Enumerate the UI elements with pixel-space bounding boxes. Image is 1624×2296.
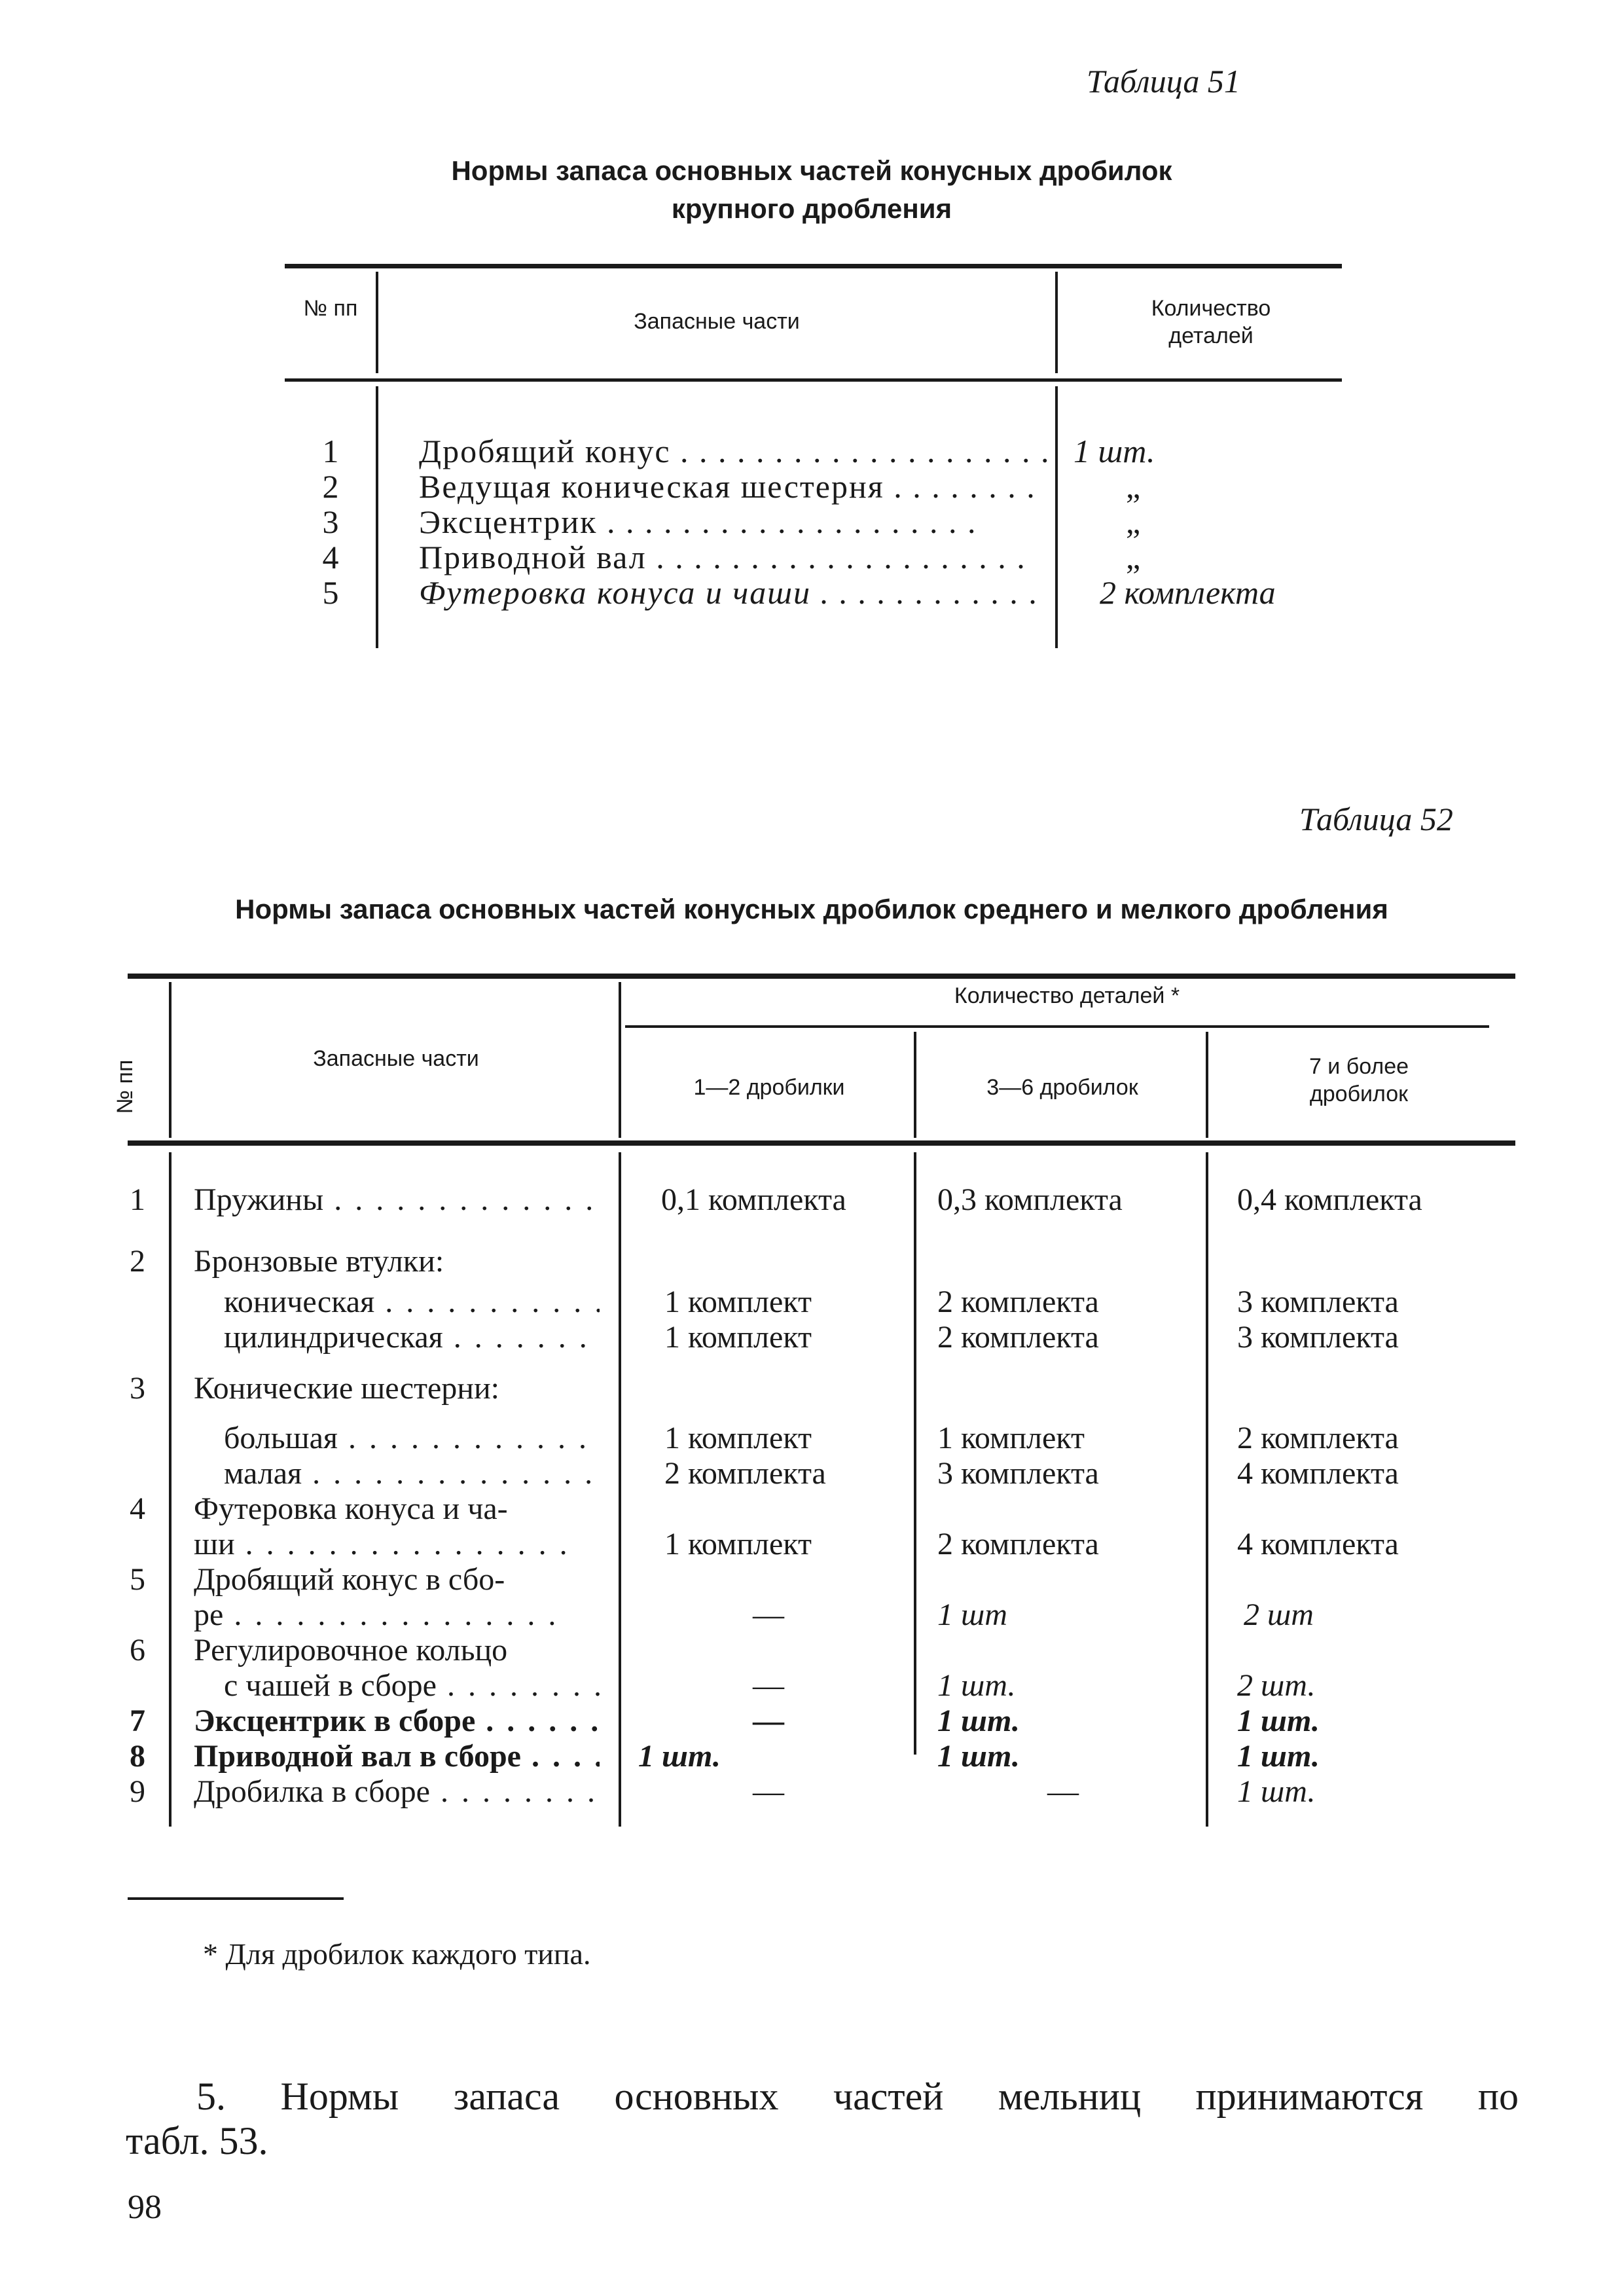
part-group-name: Конические шестерни: [194, 1371, 500, 1406]
qty-1-2: 1 комплект [664, 1320, 812, 1355]
table-row [0, 467, 1624, 505]
table52-label: Таблица 52 [1299, 801, 1453, 837]
part-name: коническая . . . [224, 1285, 600, 1320]
table52-group-rule [625, 1025, 1489, 1028]
row-number: 3 [322, 503, 339, 540]
qty-7-plus: 1 шт. [1237, 1739, 1320, 1774]
table52-title: Нормы запаса основных частей конусных дробилок среднего и мелкого дробления [235, 894, 1388, 924]
qty-7-plus: 3 комплекта [1237, 1320, 1399, 1355]
part-name: Дробящий конус в сбо- [194, 1562, 505, 1597]
table51-col-qty: Количество деталей [1151, 296, 1271, 348]
table51-label: Таблица 51 [1087, 63, 1240, 100]
table-row [0, 1491, 1624, 1527]
table52-top-rule [128, 974, 1515, 979]
part-name: большая . . . [224, 1421, 600, 1456]
qty-7-plus: 4 комплекта [1237, 1456, 1399, 1491]
part-name: Эксцентрик . . . [419, 503, 1047, 541]
qty-1-2: 1 комплект [664, 1285, 812, 1319]
table52-divider-num [169, 982, 171, 1138]
qty-7-plus: 3 комплекта [1237, 1285, 1399, 1319]
part-name: Приводной вал . . . [419, 538, 1047, 576]
table51-col-parts: Запасные части [634, 309, 800, 334]
qty-1-2: 1 шт. [638, 1739, 721, 1774]
table52-col-q2: 3—6 дробилок [986, 1075, 1138, 1100]
row-number: 6 [130, 1633, 145, 1667]
table52-col-q1: 1—2 дробилки [693, 1075, 845, 1100]
part-quantity: „ [1126, 503, 1141, 540]
table-row [0, 1182, 1624, 1218]
part-name: малая . . . [224, 1456, 600, 1491]
table-row [0, 1285, 1624, 1320]
table-row [0, 1704, 1624, 1739]
table-row [0, 1527, 1624, 1562]
table-row [0, 1320, 1624, 1355]
part-name: Футеровка конуса и чаши . . . [419, 574, 1047, 611]
table-row [0, 1456, 1624, 1491]
table-row [0, 503, 1624, 541]
table52-col-parts: Запасные части [313, 1046, 479, 1071]
table-row [0, 1562, 1624, 1597]
row-number: 8 [130, 1739, 145, 1774]
table51-title-line2: крупного дробления [671, 193, 952, 224]
table-row [0, 1668, 1624, 1704]
row-number: 2 [322, 468, 339, 505]
table51-header-rule [285, 378, 1342, 382]
part-name: Эксцентрик в сборе . . . [194, 1704, 600, 1739]
row-number: 1 [322, 433, 339, 469]
row-number: 9 [130, 1774, 145, 1809]
qty-3-6: 2 комплекта [937, 1527, 1099, 1561]
part-name: цилиндрическая . . . [224, 1320, 600, 1355]
row-number: 4 [322, 539, 339, 575]
table-row [0, 1633, 1624, 1668]
row-number: 3 [130, 1371, 145, 1406]
qty-7-plus: 1 шт. [1237, 1704, 1320, 1738]
table52-col-qty-group: Количество деталей * [954, 983, 1180, 1008]
footnote-rule [128, 1897, 344, 1900]
qty-1-2: 1 комплект [664, 1421, 812, 1455]
table51-top-rule [285, 264, 1342, 268]
table-row [0, 1244, 1624, 1279]
part-name: Регулировочное кольцо [194, 1633, 508, 1667]
row-number: 5 [130, 1562, 145, 1597]
part-name: Пружины . . . [194, 1182, 600, 1218]
table-row [0, 1421, 1624, 1456]
row-number: 7 [130, 1704, 145, 1738]
qty-7-plus: 2 шт [1244, 1597, 1314, 1632]
qty-3-6: 1 шт. [937, 1668, 1016, 1703]
part-group-name: Бронзовые втулки: [194, 1244, 444, 1279]
row-number: 5 [322, 574, 339, 611]
footnote: * Для дробилок каждого типа. [203, 1937, 591, 1971]
qty-3-6: 0,3 комплекта [937, 1182, 1123, 1217]
qty-1-2: — [753, 1668, 784, 1703]
qty-3-6: 1 шт [937, 1597, 1007, 1632]
table-row [0, 574, 1624, 611]
part-quantity: 1 шт. [1074, 433, 1155, 469]
table52-divider-q23 [1206, 1032, 1208, 1138]
part-name: Футеровка конуса и ча- [194, 1491, 508, 1526]
table51-divider-1 [376, 272, 378, 373]
qty-7-plus: 2 комплекта [1237, 1421, 1399, 1455]
qty-3-6: 2 комплекта [937, 1320, 1099, 1355]
qty-1-2: — [753, 1597, 784, 1632]
qty-7-plus: 0,4 комплекта [1237, 1182, 1422, 1217]
table-row [0, 1774, 1624, 1810]
qty-3-6: 1 шт. [937, 1704, 1020, 1738]
table51-col-num: № пп [303, 296, 358, 321]
table51-divider-2 [1055, 272, 1058, 373]
table-row [0, 1739, 1624, 1774]
part-name: Дробилка в сборе . . . [194, 1774, 600, 1810]
table-row [0, 538, 1624, 576]
part-quantity: „ [1126, 539, 1141, 575]
table52-col-q3: 7 и более дробилок [1308, 1054, 1409, 1106]
table-row [0, 1597, 1624, 1633]
part-name: Приводной вал в сборе . . . [194, 1739, 600, 1774]
qty-3-6: — [1047, 1774, 1079, 1809]
part-name-continued: с чашей в сборе . . . [224, 1668, 600, 1704]
table-row [0, 432, 1624, 470]
row-number: 1 [130, 1182, 145, 1217]
qty-7-plus: 4 комплекта [1237, 1527, 1399, 1561]
paragraph-line1: 5. Нормы запаса основных частей мельниц принимаются по [196, 2075, 1519, 2118]
qty-1-2: 0,1 комплекта [661, 1182, 846, 1217]
qty-1-2: 2 комплекта [664, 1456, 826, 1491]
paragraph-line2: табл. 53. [126, 2119, 268, 2162]
table-row [0, 1371, 1624, 1406]
table52-col-num: № пп [113, 1059, 137, 1114]
qty-7-plus: 2 шт. [1237, 1668, 1316, 1703]
part-name: Ведущая коническая шестерня . . . [419, 467, 1047, 505]
page-number: 98 [128, 2189, 162, 2226]
qty-1-2: — [753, 1704, 784, 1738]
row-number: 4 [130, 1491, 145, 1526]
qty-3-6: 2 комплекта [937, 1285, 1099, 1319]
qty-3-6: 3 комплекта [937, 1456, 1099, 1491]
table52-divider-q12 [914, 1032, 916, 1138]
qty-7-plus: 1 шт. [1237, 1774, 1316, 1809]
qty-1-2: — [753, 1774, 784, 1809]
part-quantity: „ [1126, 468, 1141, 505]
part-quantity: 2 комплекта [1100, 574, 1276, 611]
table52-divider-parts [619, 982, 621, 1138]
part-name: Дробящий конус . . . [419, 432, 1047, 470]
table51-title-line1: Нормы запаса основных частей конусных дробилок [451, 155, 1172, 186]
part-name-continued: ши . . . [194, 1527, 600, 1562]
qty-1-2: 1 комплект [664, 1527, 812, 1561]
table52-header-rule [128, 1140, 1515, 1146]
qty-3-6: 1 шт. [937, 1739, 1020, 1774]
qty-3-6: 1 комплект [937, 1421, 1085, 1455]
part-name-continued: ре . . . [194, 1597, 600, 1633]
row-number: 2 [130, 1244, 145, 1279]
